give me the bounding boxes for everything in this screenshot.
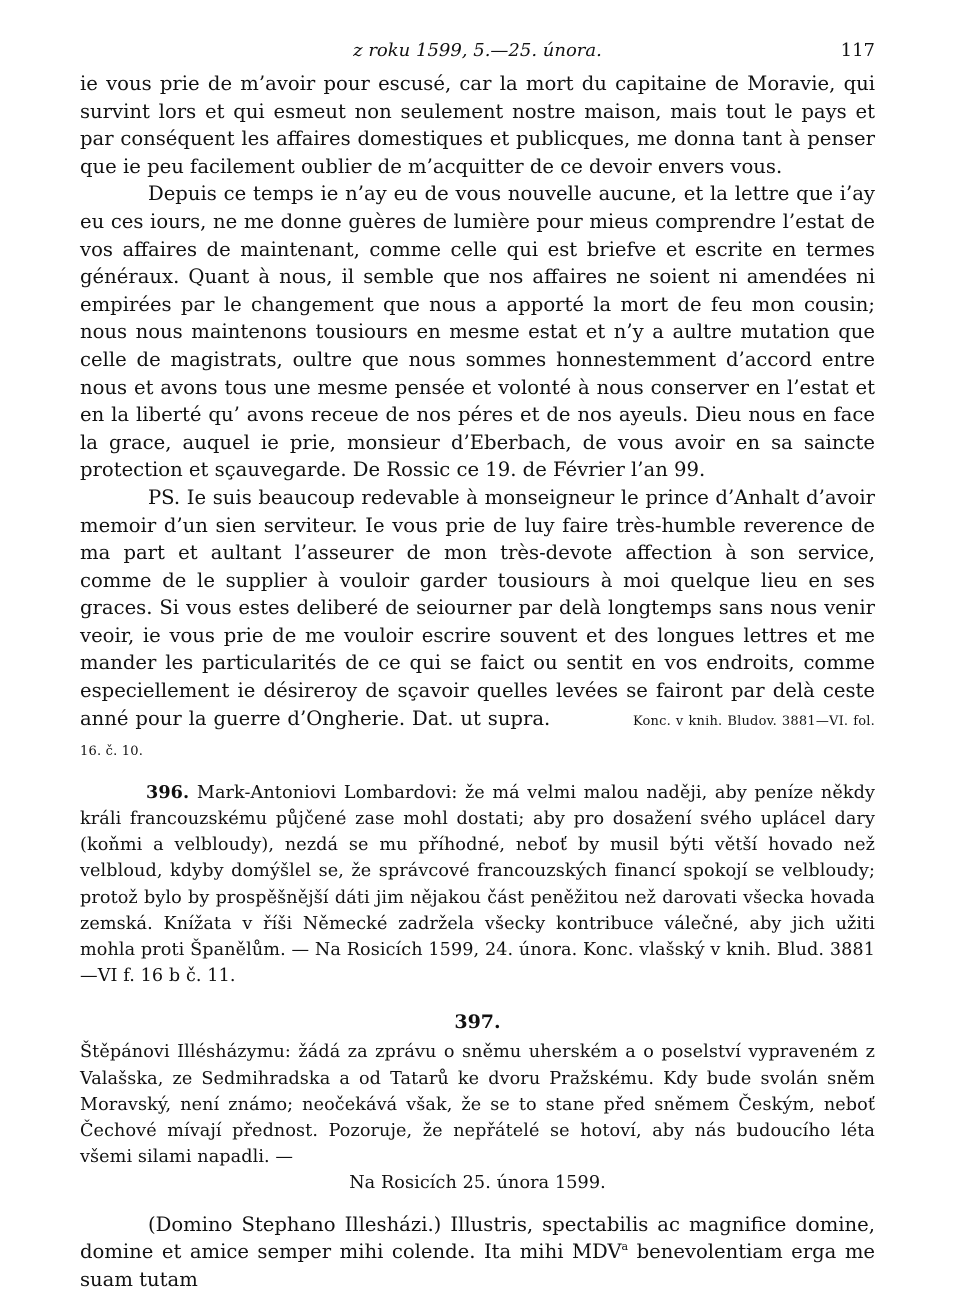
- letter-text-before: (Domino Stephano Illesházi.) Illustris, spectabilis ac magnifice domine, domine et amice semper mihi colende. Ita mihi MDV: [80, 1212, 875, 1264]
- paragraph-2: Depuis ce temps ie n’ay eu de vous nouvelle aucune, et la lettre que i’ay eu ces iours, ne me donne guères de lumière pour mieus comprendre l’estat de vos affaires de maintenant, comme celle qui est briefve et escrite en termes généraux. Quant à nous, il semble que nos affaires ne soient ni amendées ni empirées par le changement que nous a apporté la mort de feu mon cousin; nous nous maintenons tousiours en mesme estat et n’y a aultre mutation que celle de magistrats, oultre que nous sommes honnestemment d’accord entre nous et avons tous une mesme pensée et volonté à nous conserver en l’estat et en la liberté qu’ avons receue de nos péres et de nos ayeuls. Dieu nous en face la grace, auquel ie prie, monsieur d’Eberbach, de vous avoir en sa saincte protection et sçauvegarde. De Rossic ce 19. de Février l’an 99.: [80, 182, 875, 482]
- entry-397-summary-text: Štěpánovi Illésházymu: žádá za zprávu o sněmu uherském a o poselství vypraveném z Valašska, ze Sedmihradska a od Tatarů ke dvoru Pražskému. Kdy bude svolán sněm Moravský, není známo; neočekává však, že se to stane před sněmem Českým, neboť Čechové mívají přednost. Pozoruje, že nepřátelé se hotoví, aby nás budoucího léta všemi silami napadli. —: [80, 1042, 875, 1168]
- document-page: [80, 36, 875, 1293]
- postscript-text: PS. Ie suis beaucoup redevable à monseigneur le prince d’Anhalt d’avoir memoir d’un sien serviteur. Ie vous prie de luy faire très-humble reverence de ma part et aultant l’asseurer de mon très-devote affection à son service, comme de le supplier à vouloir garder tousiours à moi quelque lieu en ses graces. Si vous estes deliberé de seiourner par delà longtemps sans nous venir veoir, ie vous prie de me vouloir escrire souvent et des longues lettres et me mander les particularités de ce qui se faict ou sentit en vos endroits, comme especiellement ie désireroy de sçavoir quelles levées se fairont par delà ceste anné pour la guerre d’Ongherie. Dat. ut supra.: [80, 485, 875, 730]
- entry-397-place-date: Na Rosicích 25. února 1599.: [349, 1173, 606, 1194]
- paragraph-postscript: [80, 484, 875, 766]
- entry-396-text: Mark-Antoniovi Lombardovi: že má velmi malou naději, aby peníze někdy králi francouzskému půjčené zase mohl dostati; aby pro dosažení svého uplácel dary (koňmi a velbloudy), nezdá se mu příhodné, neboť by musil býti větší hovado než velbloud, kdyby domýšlel se, že správcové francouzských financí spokojí se velbloudy; protož bylo by prospěšnější dáti jim nějakou část peněžitou než darovati všecka hovada zemská. Knížata v říši Německé zadržela všecky kontribuce válečné, aby jich užiti mohla proti Španělům. — Na Rosicích 1599, 24. února. Konc. vlašský v knih. Blud. 3881—VI f. 16 b č. 11.: [80, 782, 875, 987]
- running-title: z roku 1599, 5.—25. února.: [353, 40, 602, 61]
- entry-397-number: 397.: [454, 1011, 501, 1034]
- entry-number: 396.: [146, 781, 190, 803]
- letter-opening: [80, 1211, 875, 1293]
- entry-396: [80, 780, 875, 990]
- letter-superscript: a: [621, 1240, 629, 1254]
- page-number: 117: [840, 40, 875, 61]
- source-note: Konc. v knih. Bludov. 3881—VI. fol. 16. č. 10.: [80, 713, 875, 760]
- letter-text-after: benevolentiam erga me suam tutam: [80, 1240, 876, 1291]
- entry-397-summary: [80, 1039, 875, 1196]
- running-header: [80, 36, 875, 70]
- paragraph-1: ie vous prie de m’avoir pour escusé, car la mort du capitaine de Moravie, qui survint lors et qui esmeut non seulement nostre maison, mais tout le pays et par conséquent les affaires domestiques et publicques, me donna tant à penser que ie peu facilement oublier de m’acquitter de ce devoir envers vous.: [80, 72, 875, 178]
